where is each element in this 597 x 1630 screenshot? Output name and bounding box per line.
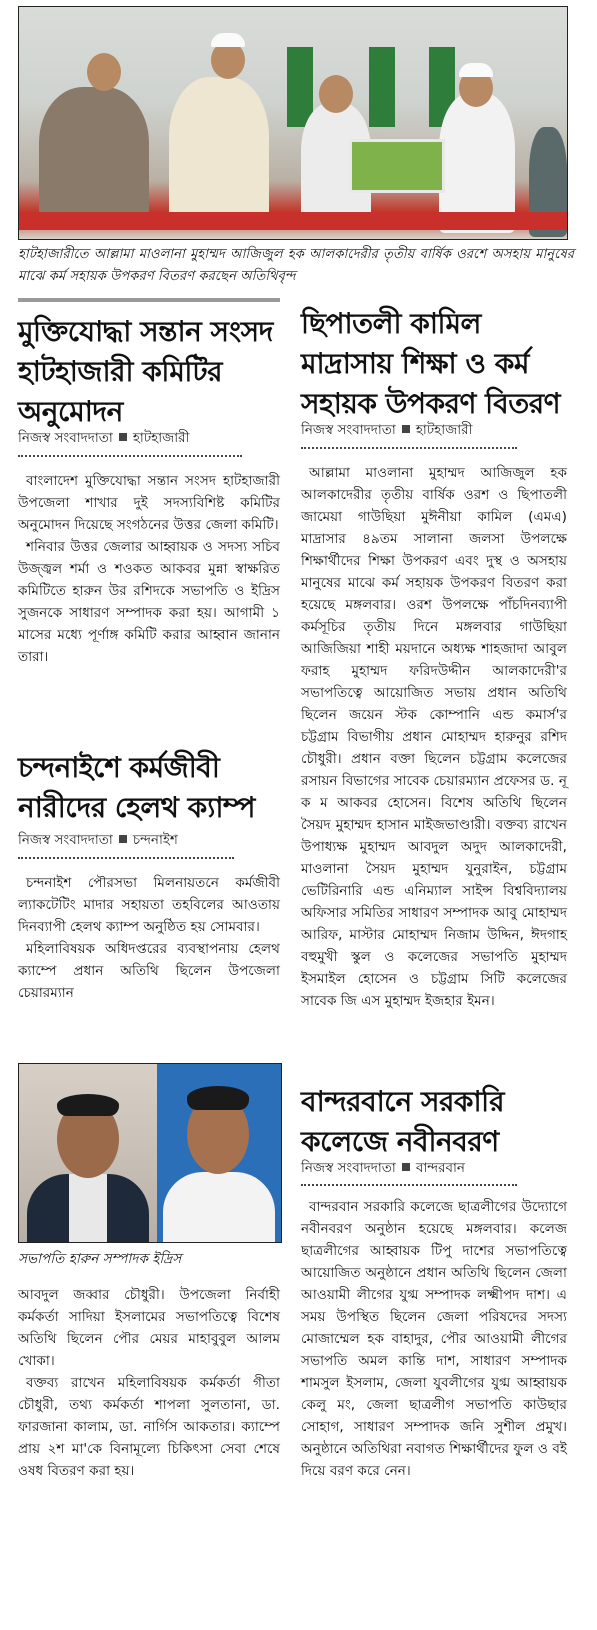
article-body-bandarban	[301, 1196, 567, 1482]
byline-reporter: নিজস্ব সংবাদদাতা	[18, 430, 113, 446]
byline-chipatoli	[301, 420, 567, 440]
paragraph: বাংলাদেশ মুক্তিযোদ্ধা সন্তান সংসদ হাটহাজারী উপজেলা শাখার দুই সদস্যবিশিষ্ট কমিটির অনুমোদন দিয়েছে সংগঠনের উত্তর জেলা কমিটি।	[18, 473, 280, 533]
headline-bandarban: বান্দরবানে সরকারি কলেজে নবীনবরণ	[301, 1085, 505, 1158]
portrait-hair	[187, 1086, 249, 1110]
dotted-divider	[18, 455, 242, 457]
portrait-secretary	[157, 1064, 281, 1242]
headline-muktijoddha: মুক্তিযোদ্ধা সন্তান সংসদ হাটহাজারী কমিটির অনুমোদন	[18, 315, 273, 428]
square-bullet-icon	[402, 1163, 410, 1171]
portrait-caption: সভাপতি হারুন সম্পাদক ইদ্রিস	[18, 1251, 182, 1267]
photo-person-cap	[459, 63, 493, 77]
photo-gift-box	[349, 139, 445, 193]
portrait-president	[19, 1064, 157, 1242]
photo-caption: হাটহাজারীতে আল্লামা মাওলানা মুহাম্মদ আজিজুল হক আলকাদেরীর তৃতীয় বার্ষিক ওরশে অসহায় মানুষের মাঝে কর্ম সহায়ক উপকরণ বিতরণ করছেন অতিথিবৃন্দ	[18, 247, 574, 284]
portrait-hair	[57, 1094, 119, 1116]
headline-chandanaish: চন্দনাইশে কর্মজীবী নারীদের হেলথ ক্যাম্প	[18, 751, 255, 824]
paragraph: বক্তব্য রাখেন মহিলাবিষয়ক কর্মকর্তা গীতা চৌধুরী, তথ্য কর্মকর্তা শাপলা সুলতানা, ডা. ফারজানা কালাম, ডা. নার্গিস আকতার। ক্যাম্পে প্রায় ২শ মা'কে বিনামূল্যে চিকিৎসা সেবা শেষে ওষধ বিতরণ করা হয়।	[18, 1375, 280, 1479]
byline-place: হাটহাজারী	[415, 422, 473, 438]
byline-chandanaish	[18, 830, 280, 850]
paragraph: চন্দনাইশ পৌরসভা মিলনায়তনে কর্মজীবী ল্যাকটেটিং মাদার সহায়তা তহবিলের আওতায় দিনব্যাপী হেলথ ক্যাম্প অনুষ্ঠিত হয় সোমবার।	[18, 875, 280, 935]
portrait-photos	[18, 1063, 282, 1243]
headline-chipatoli: ছিপাতলী কামিল মাদ্রাসায় শিক্ষা ও কর্ম সহায়ক উপকরণ বিতরণ	[301, 307, 561, 420]
photo-person	[39, 87, 149, 227]
byline-place: বান্দরবান	[415, 1160, 465, 1176]
paragraph: মহিলাবিষয়ক অধিদপ্তরের ব্যবস্থাপনায় হেলথ ক্যাম্পে প্রধান অতিথি ছিলেন উপজেলা চেয়ারম্যান	[18, 941, 280, 1001]
photo-table	[19, 212, 567, 230]
byline-place: হাটহাজারী	[132, 430, 190, 446]
paragraph: বান্দরবান সরকারি কলেজে ছাত্রলীগের উদ্যোগে নবীনবরণ অনুষ্ঠান হয়েছে মঙ্গলবার। কলেজ ছাত্রলীগের আহ্বায়ক টিপু দাশের সভাপতিত্বে আয়োজিত অনুষ্ঠানে প্রধান অতিথি ছিলেন জেলা আওয়ামী লীগের যুগ্ম সম্পাদক লক্ষ্মীপদ দাশ। এ সময় উপস্থিত ছিলেন জেলা পরিষদের সদস্য মোজাম্মেল হক বাহাদুর, পৌর আওয়ামী লীগের সভাপতি অমল কান্তি দাশ, সাধারণ সম্পাদক শামসুল ইসলাম, জেলা যুবলীগের যুগ্ম আহ্বায়ক কেলু মং, জেলা ছাত্রলীগ সভাপতি কাউছার সোহাগ, সাধারণ সম্পাদক জনি সুশীল প্রমুখ। অনুষ্ঠানে অতিথিরা নবাগত শিক্ষার্থীদের ফুল ও বই দিয়ে বরণ করে নেন।	[301, 1199, 567, 1479]
byline-place: চন্দনাইশ	[132, 832, 178, 848]
column-rule	[18, 298, 280, 302]
portrait-shirt	[69, 1174, 107, 1243]
byline-bandarban	[301, 1158, 567, 1178]
square-bullet-icon	[119, 835, 127, 843]
byline-reporter: নিজস্ব সংবাদদাতা	[301, 1160, 396, 1176]
photo-person-head	[87, 53, 121, 91]
dotted-divider	[301, 447, 517, 449]
byline-reporter: নিজস্ব সংবাদদাতা	[18, 832, 113, 848]
paragraph: শনিবার উত্তর জেলার আহ্বায়ক ও সদস্য সচিব উজ্জ্বল শর্মা ও শওকত আকবর মুন্না স্বাক্ষরিত কমিটিতে হারুন উর রশিদকে সভাপতি ও ইদ্রিস সুজনকে সাধারণ সম্পাদক করা হয়। আগামী ১ মাসের মধ্যে পূর্ণাঙ্গ কমিটি করার আহ্বান জানান তারা।	[18, 539, 280, 665]
paragraph: আল্লামা মাওলানা মুহাম্মদ আজিজুল হক আলকাদেরীর তৃতীয় বার্ষিক ওরশ ও ছিপাতলী জামেয়া গাউছিয়া মুঈনীয়া কামিল (এমএ) মাদ্রাসার ৪৯তম সালানা জলসা উপলক্ষে শিক্ষার্থীদের শিক্ষা উপকরণ এবং দুস্থ ও অসহায় মানুষের মাঝে কর্ম সহায়ক উপকরণ বিতরণ করা হয়েছে মঙ্গলবার। ওরশ উপলক্ষে পাঁচদিনব্যাপী কর্মসূচির তৃতীয় দিনে মঙ্গলবার গাউছিয়া আজিজিয়া শাহী ময়দানে অধ্যক্ষ শাহজাদা আবুল ফরাহ মুহাম্মদ ফরিদউদ্দীন আলকাদেরী'র সভাপতিত্বে আয়োজিত সভায় প্রধান অতিথি ছিলেন জয়েন স্টক কোম্পানি এন্ড কমার্স'র চট্টগ্রাম বিভাগীয় প্রধান মোহাম্মদ হারুনুর রশিদ চৌধুরী। প্রধান বক্তা ছিলেন চট্টগ্রাম কলেজের রসায়ন বিভাগের সাবেক চেয়ারম্যান প্রফেসর ড. নূ ক ম আকবর হোসেন। বিশেষ অতিথি ছিলেন সৈয়দ মুহাম্মদ হাসান মাইজভাণ্ডারী। বক্তব্য রাখেন উপাধ্যক্ষ মুহাম্মদ আবদুল অদুদ আলকাদেরী, মাওলানা সৈয়দ মুহাম্মদ যুনুরাইন, চট্টগ্রাম ভেটিরিনারি এন্ড এনিম্যাল সাইন্স বিশ্ববিদ্যালয় অফিসার সমিতির সাধারণ সম্পাদক আবু মোহাম্মদ আরিফ, মাস্টার মোহাম্মদ নিজাম উদ্দিন, ঈদগাহ বহুমুখী স্কুল ও কলেজের সভাপতি মুহাম্মদ ইসমাইল হোসেন ও চট্টগ্রাম সিটি কলেজের সাবেক জি এস মুহাম্মদ ইজহার ইমন।	[301, 465, 567, 1009]
article-body-chipatoli	[301, 462, 567, 1012]
event-photo	[18, 6, 568, 240]
byline-reporter: নিজস্ব সংবাদদাতা	[301, 422, 396, 438]
photo-person-head	[319, 75, 353, 113]
portrait-shirt	[163, 1172, 275, 1243]
dotted-divider	[301, 1184, 517, 1186]
byline-muktijoddha	[18, 428, 280, 448]
paragraph: আবদুল জব্বার চৌধুরী। উপজেলা নির্বাহী কর্মকর্তা সাদিয়া ইসলামের সভাপতিত্বে বিশেষ অতিথি ছিলেন পৌর মেয়র মাহাবুবুল আলম খোকা।	[18, 1287, 280, 1369]
square-bullet-icon	[402, 425, 410, 433]
article-body-chandanaish	[18, 872, 280, 1004]
article-body-muktijoddha	[18, 470, 280, 668]
photo-flag	[369, 47, 395, 127]
dotted-divider	[18, 857, 234, 859]
photo-person-cap	[211, 33, 245, 47]
article-body-chandanaish-continued	[18, 1284, 280, 1482]
square-bullet-icon	[119, 433, 127, 441]
photo-person	[169, 77, 269, 227]
